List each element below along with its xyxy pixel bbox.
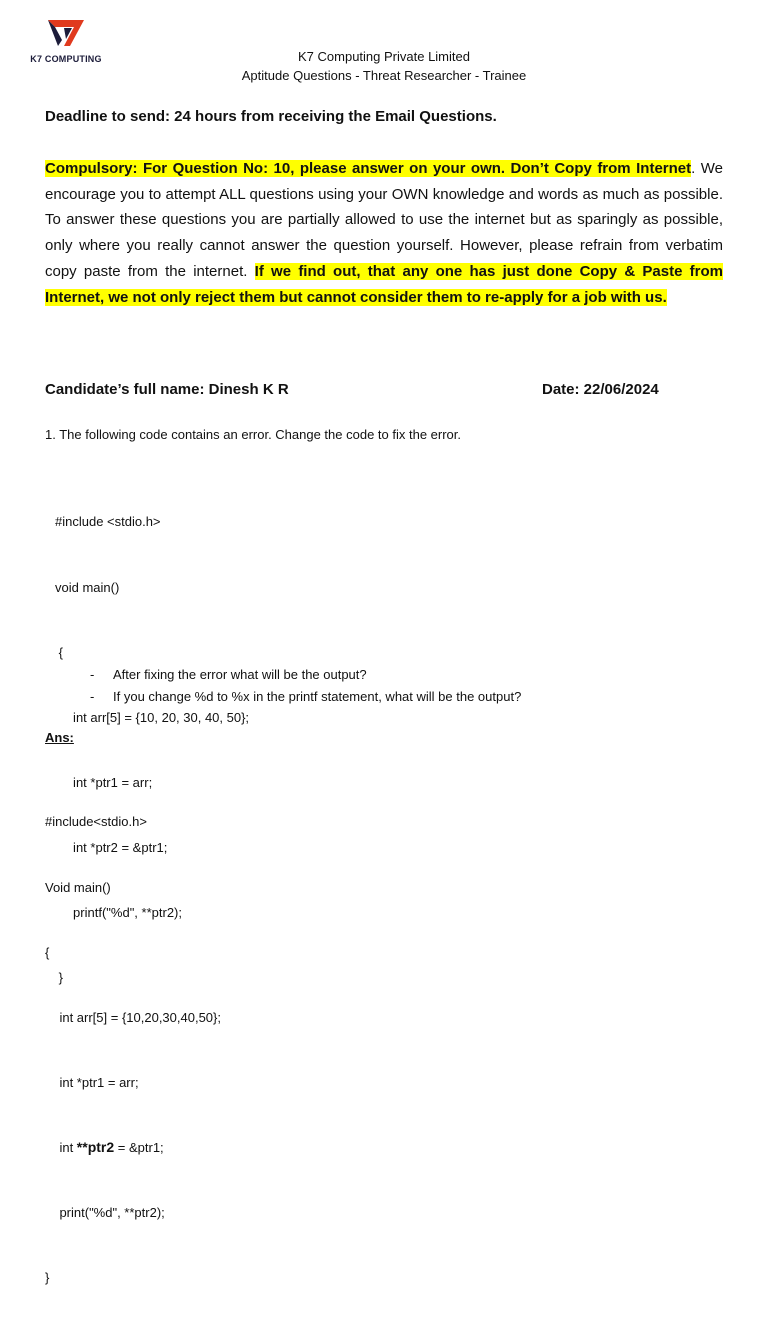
sub-question-list: [90, 664, 521, 708]
code-line: printf("%d", **ptr2);: [55, 905, 182, 921]
document-header: [0, 47, 768, 85]
instructions-body: We encourage you to attempt ALL questions using your OWN knowledge and words as much as possible. To answer these questions you are partially allowed to use the internet but as sparingly as possible, only where you really cannot answer the question yourself. However, please refrain from verbatim copy paste from the internet.: [45, 160, 723, 280]
code-bold-segment: **ptr2: [76, 1138, 115, 1155]
question-1: 1. The following code contains an error. Change the code to fix the error.: [45, 427, 462, 442]
list-item: [90, 664, 521, 686]
list-item: [90, 686, 521, 708]
k7-logo-icon: [46, 18, 86, 48]
logo-text: K7 COMPUTING: [30, 54, 102, 64]
submission-date: Date: 22/06/2024: [542, 381, 659, 398]
code-line: #include <stdio.h>: [55, 514, 161, 530]
code-line: {: [55, 644, 63, 660]
deadline-text: Deadline to send: 24 hours from receiving the Email Questions.: [45, 108, 497, 125]
answer-label: Ans:: [45, 730, 74, 745]
code-line: #include<stdio.h>: [45, 814, 147, 830]
code-line: int arr[5] = {10,20,30,40,50};: [45, 1009, 221, 1025]
code-line: int *ptr1 = arr;: [45, 1074, 139, 1090]
instructions-paragraph: [45, 156, 723, 310]
candidate-name: Candidate’s full name: Dinesh K R: [45, 381, 289, 398]
code-segment: int: [45, 1139, 77, 1155]
answer-code-block: [45, 768, 221, 1332]
code-line: int *ptr2 = &ptr1;: [55, 839, 168, 855]
compulsory-tail: .: [691, 160, 696, 177]
code-segment: = &ptr1;: [114, 1139, 164, 1155]
warning-highlight: If we find out, that any one has just done Copy & Paste from Internet, we not only reject them but cannot consider them to re-apply for a job with us.: [45, 262, 723, 306]
code-line: void main(): [55, 579, 120, 595]
compulsory-highlight: Compulsory: For Question No: 10, please answer on your own. Don’t Copy from Internet: [45, 160, 692, 177]
document-subtitle: Aptitude Questions - Threat Researcher - Trainee: [241, 68, 527, 83]
code-line: }: [45, 1270, 50, 1286]
sub-question-text: After fixing the error what will be the output?: [113, 667, 367, 682]
code-line: print("%d", **ptr2);: [45, 1205, 165, 1221]
code-line: [45, 1137, 221, 1159]
sub-question-text: If you change %d to %x in the printf statement, what will be the output?: [113, 689, 522, 704]
code-line: int arr[5] = {10, 20, 30, 40, 50};: [55, 709, 250, 725]
bullet-dash: -: [90, 689, 95, 704]
code-line: int *ptr1 = arr;: [55, 774, 153, 790]
bullet-dash: -: [90, 667, 95, 682]
code-line: Void main(): [45, 879, 111, 895]
code-line: {: [45, 944, 50, 960]
company-name: K7 Computing Private Limited: [298, 49, 470, 64]
code-line: }: [55, 970, 63, 986]
